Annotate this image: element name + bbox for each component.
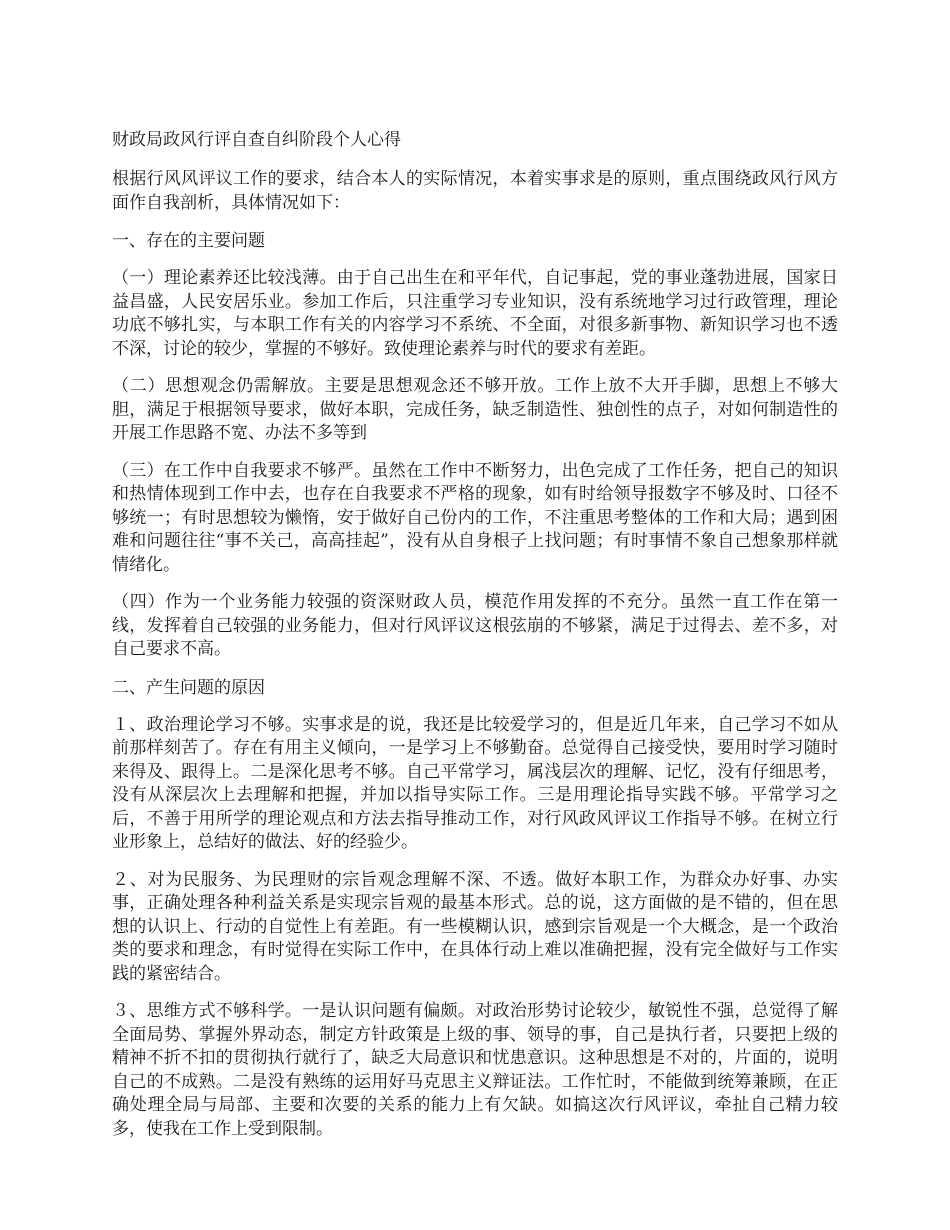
problem-paragraph-4: （四）作为一个业务能力较强的资深财政人员，模范作用发挥的不充分。虽然一直工作在第一线，发挥着自己较强的业务能力，但对行风评议这根弦崩的不够紧，满足于过得去、差不多，对自己要求不高。: [112, 592, 838, 659]
cause-paragraph-2: ２、对为民服务、为民理财的宗旨观念理解不深、不透。做好本职工作，为群众办好事、办实事，正确处理各种利益关系是实现宗旨观的最基本形式。总的说，这方面做的是不错的，但在思想的认识上、行动的自觉性上有差距。有一些模糊认识，感到宗旨观是一个大概念，是一个政治类的要求和理念，有时觉得在实际工作中，在具体行动上难以准确把握，没有完全做好与工作实践的紧密结合。: [112, 869, 838, 984]
intro-paragraph: 根据行风风评议工作的要求，结合本人的实际情况，本着实事求是的原则，重点围绕政风行风方面作自我剖析，具体情况如下：: [112, 169, 838, 213]
problem-paragraph-1: （一）理论素养还比较浅薄。由于自己出生在和平年代，自记事起，党的事业蓬勃进展，国家日益昌盛，人民安居乐业。参加工作后，只注重学习专业知识，没有系统地学习过行政管理，理论功底不够扎实，与本职工作有关的内容学习不系统、不全面，对很多新事物、新知识学习也不透不深，讨论的较少，掌握的不够好。致使理论素养与时代的要求有差距。: [112, 268, 838, 359]
document-title: 财政局政风行评自查自纠阶段个人心得: [112, 130, 401, 150]
cause-paragraph-3: ３、思维方式不够科学。一是认识问题有偏颇。对政治形势讨论较少，敏锐性不强，总觉得了解全面局势、掌握外界动态，制定方针政策是上级的事、领导的事，自己是执行者，只要把上级的精神不折不扣的贯彻执行就行了，缺乏大局意识和忧患意识。这种思想是不对的，片面的，说明自己的不成熟。二是没有熟练的运用好马克思主义辩证法。工作忙时，不能做到统筹兼顾，在正确处理全局与局部、主要和次要的关系的能力上有欠缺。如搞这次行风评议，牵扯自己精力较多，使我在工作上受到限制。: [112, 1001, 838, 1139]
cause-paragraph-1: １、政治理论学习不够。实事求是的说，我还是比较爱学习的，但是近几年来，自己学习不如从前那样刻苦了。存在有用主义倾向，一是学习上不够勤奋。总觉得自己接受快，要用时学习随时来得及、跟得上。二是深化思考不够。自己平常学习，属浅层次的理解、记忆，没有仔细思考，没有从深层次上去理解和把握，并加以指导实际工作。三是用理论指导实践不够。平常学习之后，不善于用所学的理论观点和方法去指导推动工作，对行风政风评议工作指导不够。在树立行业形象上，总结好的做法、好的经验少。: [112, 714, 838, 852]
section-heading-problems: 一、存在的主要问题: [112, 231, 265, 251]
section-heading-causes: 二、产生问题的原因: [112, 677, 265, 698]
problem-paragraph-3: （三）在工作中自我要求不够严。虽然在工作中不断努力，出色完成了工作任务，把自己的知识和热情体现到工作中去，也存在自我要求不严格的现象，如有时给领导报数字不够及时、口径不够统一；有时思想较为懒惰，安于做好自己份内的工作，不注重思考整体的工作和大局；遇到困难和问题往往“事不关己，高高挂起”，没有从自身根子上找问题；有时事情不象自己想象那样就情绪化。: [112, 460, 838, 575]
problem-paragraph-2: （二）思想观念仍需解放。主要是思想观念还不够开放。工作上放不大开手脚，思想上不够大胆，满足于根据领导要求，做好本职，完成任务，缺乏制造性、独创性的点子，对如何制造性的开展工作思路不宽、办法不多等到: [112, 376, 838, 443]
